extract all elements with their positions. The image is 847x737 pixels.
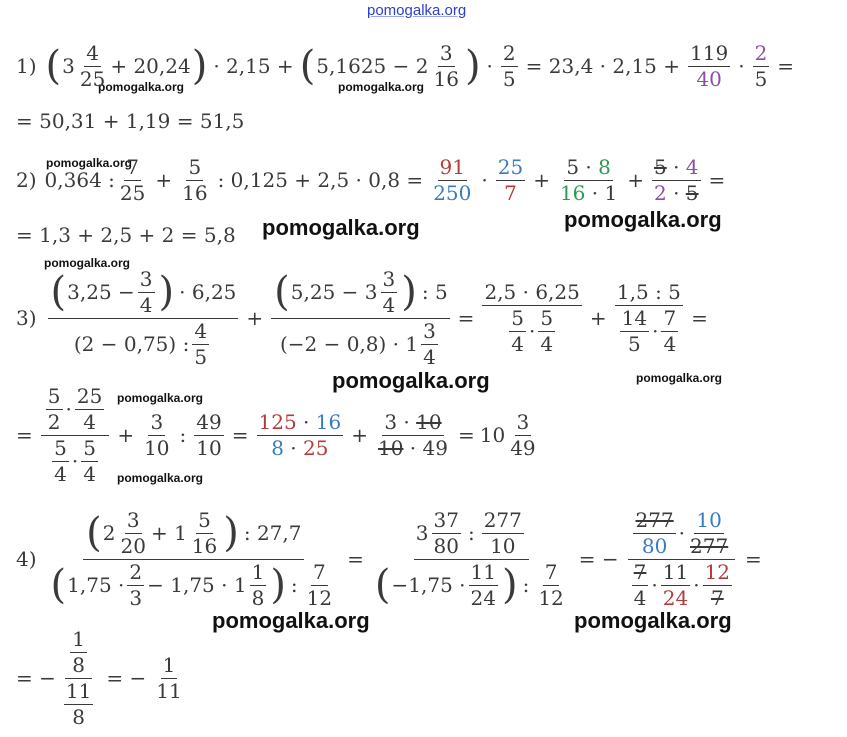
fraction: $\frac{5 \cdot 8}{16 \cdot 1}$ <box>559 154 618 205</box>
problem-label: 3) <box>16 306 37 330</box>
watermark: pomogalka.org <box>636 371 723 385</box>
watermark: pomogalka.org <box>44 256 131 270</box>
paren-close: ) <box>191 43 208 89</box>
watermark: pomogalka.org <box>564 207 722 232</box>
problem-4-line-1 <box>16 500 767 618</box>
watermark: pomogalka.org <box>574 608 732 633</box>
equals: = <box>231 423 249 447</box>
equals: = <box>16 423 33 447</box>
watermark: pomogalka.org <box>338 80 425 94</box>
mixed-number: 10 $\frac{3}{49}$ <box>479 409 536 460</box>
watermark-top[interactable]: pomogalka.org <box>367 2 467 19</box>
equals-minus: = − <box>16 666 56 690</box>
plus: + <box>117 423 135 447</box>
problem-2-line-1 <box>16 148 730 212</box>
watermark: pomogalka.org <box>212 608 370 633</box>
fraction: $\frac{2}{5}$ <box>502 40 516 91</box>
expr-text: = − <box>106 666 147 690</box>
watermark: pomogalka.org <box>98 80 185 94</box>
fraction: $\frac{5}{16}$ <box>182 154 208 205</box>
result-text: = 50,31 + 1,19 = 51,5 <box>16 109 245 133</box>
problem-4-line-2 <box>16 624 187 732</box>
problem-3-line-2 <box>16 380 541 490</box>
paren-close: ) <box>464 43 481 89</box>
expr-text: 0,364 : <box>44 168 115 192</box>
equals: = <box>745 547 762 571</box>
expr-text: = <box>777 54 795 78</box>
expr-text: = <box>708 168 726 192</box>
expr-text: + 20,24 <box>110 54 191 78</box>
equals: = <box>691 306 708 330</box>
complex-fraction: ( 5,25 − 3 $\frac{3}{4}$ ) : 5 (−2 − 0,8) · 1 $\frac{3}{4}$ <box>271 269 450 368</box>
complex-fraction: $\frac{\frac{1}{8}}{\frac{11}{8}}$ <box>65 626 92 729</box>
fraction: $\frac{5 \cdot 4}{2 \cdot 5}$ <box>653 154 699 205</box>
fraction: $\frac{125 \cdot 16}{8 \cdot 25}$ <box>258 409 342 460</box>
equals: = <box>347 547 364 571</box>
complex-fraction: 3 $\frac{37}{80}$ : $\frac{277}{10}$ ( −1,75 · $\frac{11}{24}$ ) : $\frac{7}{12}$ <box>374 507 564 610</box>
expr-text: · <box>486 54 493 78</box>
result-text: = 1,3 + 2,5 + 2 = 5,8 <box>16 223 236 247</box>
fraction: $\frac{3}{16}$ <box>433 40 459 91</box>
problem-1-line-1 <box>16 36 799 96</box>
mixed-whole: 3 <box>62 54 75 78</box>
fraction: $\frac{49}{10}$ <box>196 409 222 460</box>
watermark: pomogalka.org <box>117 391 204 405</box>
plus: + <box>246 306 264 330</box>
expr-text: + <box>533 168 550 192</box>
fraction: $\frac{1}{11}$ <box>156 652 182 703</box>
problem-1-line-2 <box>16 106 244 136</box>
expr-text: · 2,15 + <box>213 54 294 78</box>
problem-label: 1) <box>16 54 37 78</box>
complex-fraction: 2,5 · 6,25 $\frac{5}{4}$ · $\frac{5}{4}$ <box>484 279 580 356</box>
watermark: pomogalka.org <box>117 471 204 485</box>
expr-text: + <box>627 168 644 192</box>
watermark: pomogalka.org <box>262 215 420 240</box>
watermark: pomogalka.org <box>332 368 490 393</box>
complex-fraction: 1,5 : 5 $\frac{14}{5}$ · $\frac{7}{4}$ <box>616 279 681 356</box>
fraction: $\frac{91}{250}$ <box>433 154 472 205</box>
problem-3-line-1 <box>16 262 713 374</box>
expr-text: · <box>481 168 488 192</box>
fraction: $\frac{3}{10}$ <box>144 409 170 460</box>
expr-text: : <box>179 423 187 447</box>
complex-fraction: ( 2 $\frac{3}{20}$ + 1 $\frac{5}{16}$ ) : 27,7 ( 1,75 · $\frac{2}{3}$ − 1,75 · 1 $\frac{1}{8}$ ) : $\frac{7}{12}$ <box>50 507 333 610</box>
fraction: $\frac{2}{5}$ <box>754 40 768 91</box>
expr-text: + <box>155 168 173 192</box>
equals: = <box>457 423 475 447</box>
expr-text: : 0,125 + 2,5 · 0,8 = <box>217 168 424 192</box>
equals-minus: = − <box>578 547 619 571</box>
plus: + <box>351 423 368 447</box>
complex-fraction: $\frac{277}{80}$ · $\frac{10}{277}$ $\frac{7}{4}$ · $\frac{11}{24}$ · $\frac{12}{7}$ <box>627 510 737 609</box>
expr-text: = 23,4 · 2,15 + <box>525 54 681 78</box>
watermark: pomogalka.org <box>46 156 133 170</box>
complex-fraction: ( 3,25 − $\frac{3}{4}$ ) · 6,25 (2 − 0,75) : $\frac{4}{5}$ <box>48 269 239 368</box>
complex-fraction: $\frac{5}{2}$ · $\frac{25}{4}$ $\frac{5}{4}$ · $\frac{5}{4}$ <box>41 386 110 485</box>
expr-text: · <box>738 54 745 78</box>
fraction: $\frac{4}{25}$ <box>79 40 106 91</box>
paren-open: ( <box>299 43 316 89</box>
problem-label: 2) <box>16 168 37 192</box>
fraction: $\frac{119}{40}$ <box>690 40 729 91</box>
problem-label: 4) <box>16 547 37 571</box>
fraction: $\frac{25}{7}$ <box>497 154 524 205</box>
equals: = <box>457 306 475 330</box>
fraction: $\frac{7}{25}$ <box>119 154 146 205</box>
plus: + <box>589 306 607 330</box>
expr-text: 5,1625 − 2 <box>316 54 429 78</box>
paren-open: ( <box>45 43 62 89</box>
problem-2-line-2 <box>16 220 236 250</box>
fraction: $\frac{3 \cdot 10}{10 \cdot 49}$ <box>377 409 448 460</box>
